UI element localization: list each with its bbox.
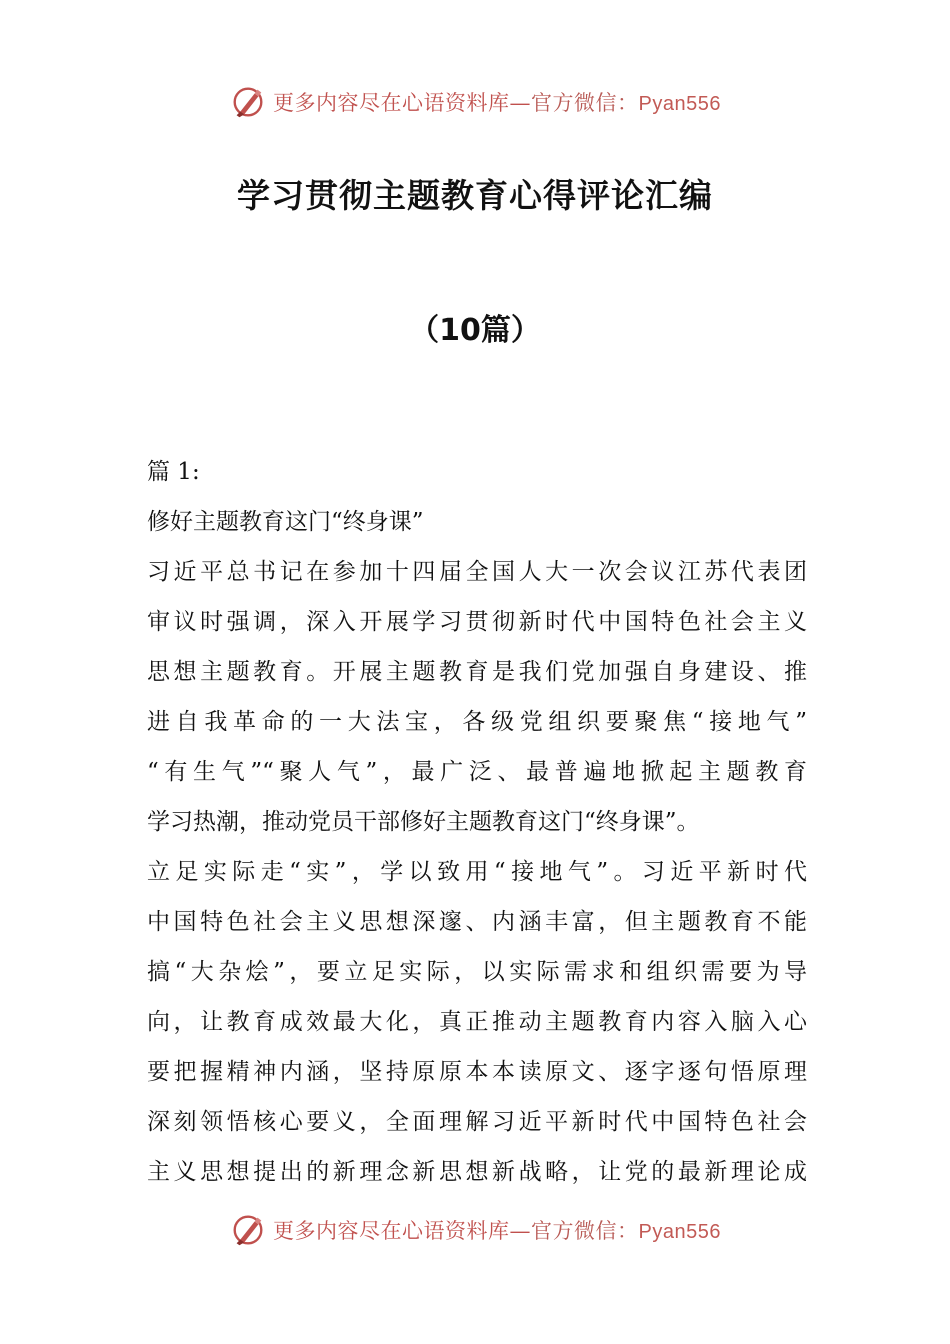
text-line: 学习热潮，推动党员干部修好主题教育这门“终身课”。 (147, 809, 700, 835)
pen-nib-logo-icon (229, 1211, 267, 1249)
text-line: 向，让教育成效最大化，真正推动主题教育内容入脑入心 (147, 1009, 807, 1035)
text-line: 习近平总书记在参加十四届全国人大一次会议江苏代表团 (147, 559, 807, 585)
banner-dash: — (509, 91, 532, 115)
wechat-label: 官方微信： (531, 91, 639, 115)
document-body (147, 447, 807, 1197)
paragraph-1 (147, 547, 807, 847)
banner-message (273, 87, 721, 117)
banner-dash: — (509, 1219, 532, 1243)
wechat-id: Pyan556 (638, 1221, 721, 1243)
section-label: 篇 1: (147, 459, 200, 485)
header-banner (0, 80, 950, 124)
document-subtitle: （10篇） (409, 313, 541, 348)
document-title: 学习贯彻主题教育心得评论汇编 (237, 176, 713, 215)
text-line: 深刻领悟核心要义，全面理解习近平新时代中国特色社会 (147, 1109, 807, 1135)
text-line: 进自我革命的一大法宝，各级党组织要聚焦“接地气” (147, 709, 807, 735)
wechat-id: Pyan556 (638, 93, 721, 115)
text-line: 立足实际走“实”，学以致用“接地气”。习近平新时代 (147, 859, 807, 885)
brand-text: 更多内容尽在心语资料库 (273, 91, 510, 115)
pen-nib-logo-icon (229, 83, 267, 121)
brand-text: 更多内容尽在心语资料库 (273, 1219, 510, 1243)
text-line: 要把握精神内涵，坚持原原本本读原文、逐字逐句悟原理 (147, 1059, 807, 1085)
text-line: “有生气”“聚人气”，最广泛、最普遍地掀起主题教育 (147, 759, 807, 785)
text-line: 审议时强调，深入开展学习贯彻新时代中国特色社会主义 (147, 609, 807, 635)
text-line: 主义思想提出的新理念新思想新战略，让党的最新理论成 (147, 1159, 807, 1185)
paragraph-2 (147, 847, 807, 1197)
footer-banner (0, 1208, 950, 1252)
text-line: 思想主题教育。开展主题教育是我们党加强自身建设、推 (147, 659, 807, 685)
banner-message (273, 1215, 721, 1245)
article-title: 修好主题教育这门“终身课” (147, 509, 424, 535)
text-line: 中国特色社会主义思想深邃、内涵丰富，但主题教育不能 (147, 909, 807, 935)
text-line: 搞“大杂烩”，要立足实际，以实际需求和组织需要为导 (147, 959, 807, 985)
wechat-label: 官方微信： (531, 1219, 639, 1243)
